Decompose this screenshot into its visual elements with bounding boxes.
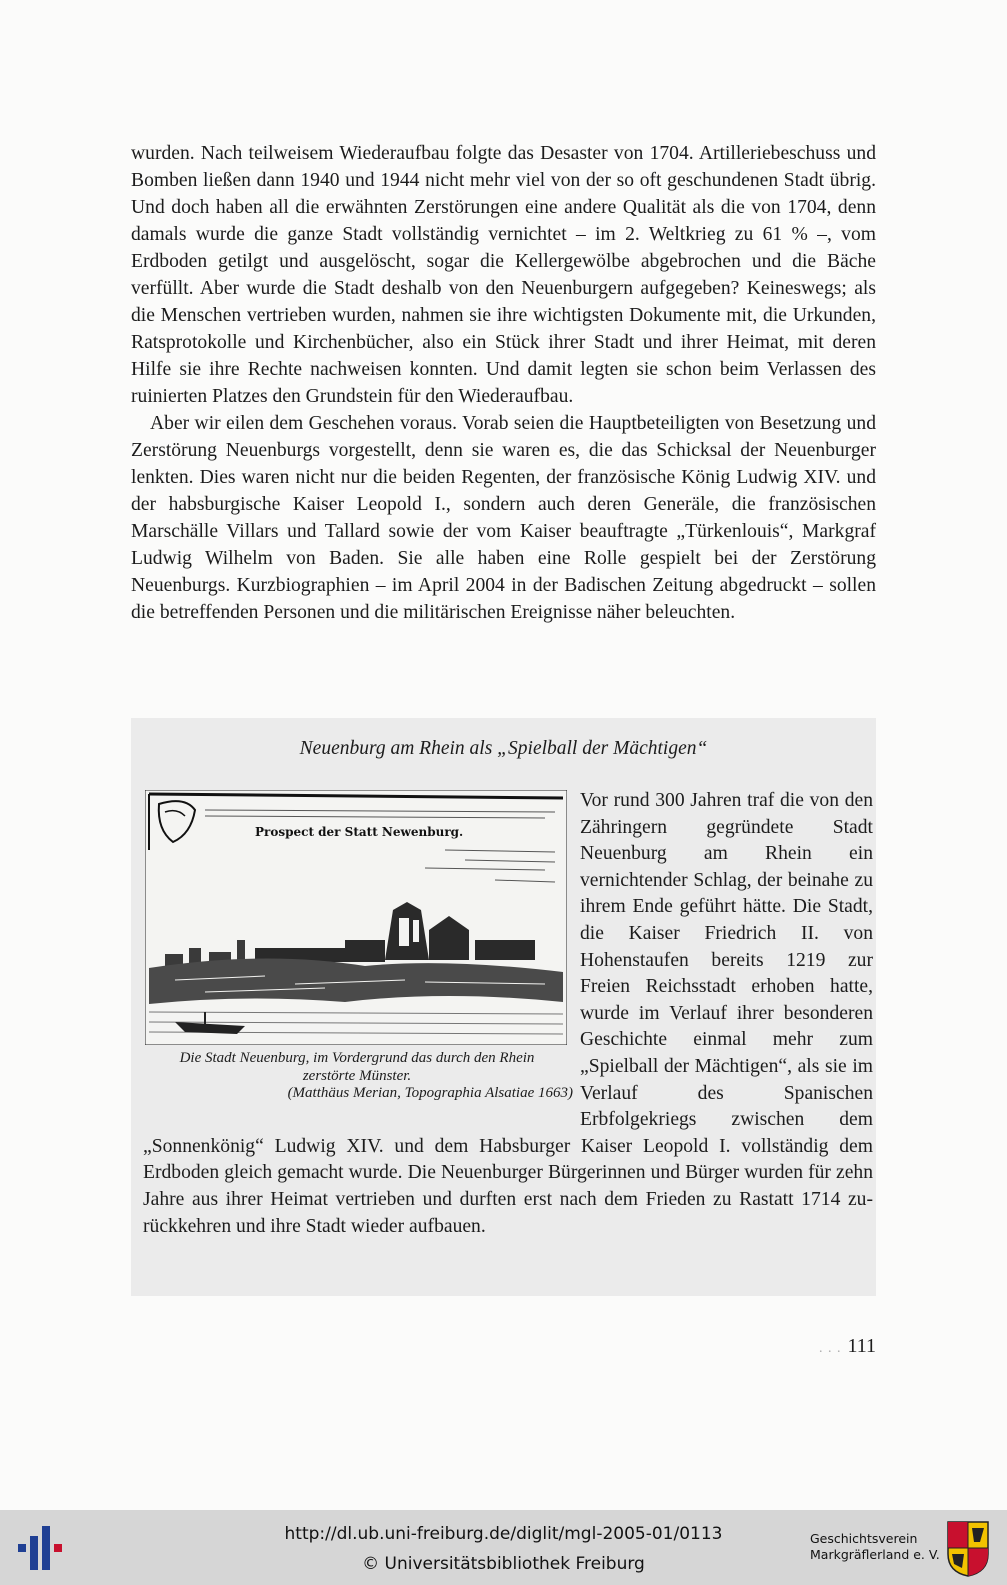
- paragraph-1: wurden. Nach teilweisem Wiederaufbau folgte das Desaster von 1704. Artilleriebeschuss und Bomben ließen dann 1940 und 1944 nicht mehr viel von der so oft geschundenen Stadt übrig. Und doch haben all die erwähnten Zerstörungen eine andere Qualität als die von 1704, denn damals wurde die ganze Stadt vollständig vernichtet – im 2. Weltkrieg zu 61 % –, vom Erdboden getilgt und ausgelöscht, sogar die Kellergewölbe abgebrochen und die Bäche verfüllt. Aber wurde die Stadt deshalb von den Neuenburgern aufgegeben? Keineswegs; als die Menschen vertrieben wurden, nahmen sie ihre wichtigsten Dokumente mit, die Urkunden, Ratsprotokolle und Kirchenbücher, also ein Stück ihrer Stadt und ihrer Heimat, mit deren Hilfe sie ihre Rechte nachweisen konnten. Und damit legten sie schon beim Verlassen des ruinierten Platzes den Grundstein für den Wiederaufbau.: [131, 143, 876, 407]
- info-box-text: Vor rund 300 Jahren traf die von den Zähringern gegründete Stadt Neuenburg am Rhein ein vernichtender Schlag, der beinahe zu ihrem Ende geführt hätte. Die Stadt, die Kaiser Friedrich II. von Hohenstaufen bereits 1219 zur Freien Reichsstadt erhoben hatte, wurde im Verlauf ihrer besonderen Geschichte einmal mehr zum „Spielball der Mächtigen“, als sie im Verlauf des Spanischen Erbfolgekriegs zwischen dem „Sonnenkönig“ Ludwig XIV. und dem Habsburger Kaiser Leopold I. vollständig dem Erdboden gleich gemacht wurde. Die Neuenburger Bürgerinnen und Bürger wurden für zehn Jahre aus ihrer Heimat vertrieben und durften erst nach dem Frieden zu Rastatt 1714 zurückkehren und ihre Stadt wieder aufbauen.: [143, 790, 873, 1237]
- footer-org-line-1: Geschichtsverein: [810, 1531, 918, 1546]
- caption-line-3: (Matthäus Merian, Topographia Alsatiae 1663): [287, 1085, 573, 1101]
- footer-organization: [810, 1531, 940, 1563]
- footer-bar: [0, 1510, 1007, 1585]
- footer-org-line-2: Markgräflerland e. V.: [810, 1547, 940, 1562]
- caption-line-1: Die Stadt Neuenburg, im Vordergrund das durch den Rhein: [179, 1050, 535, 1066]
- info-box-title: Neuenburg am Rhein als „Spielball der Mächtigen“: [299, 738, 708, 759]
- page-number-value: 111: [847, 1335, 876, 1357]
- coat-of-arms-icon: [946, 1520, 990, 1578]
- footer-copyright: © Universitätsbibliothek Freiburg: [362, 1554, 645, 1574]
- footer-url-link[interactable]: http://dl.ub.uni-freiburg.de/diglit/mgl-2005-01/0113: [284, 1524, 723, 1544]
- engraving-figure: [145, 790, 567, 1045]
- info-box: [131, 718, 876, 1296]
- page-number: [800, 1335, 876, 1358]
- figure-inscription: Prospect der Statt Newenburg.: [255, 825, 464, 839]
- caption-line-2: zerstörte Münster.: [302, 1067, 412, 1084]
- paragraph-2: Aber wir eilen dem Geschehen voraus. Vorab seien die Hauptbeteiligten von Besetzung und Zerstörung Neuenburgs vorgestellt, denn sie waren es, die das Schicksal der Neuenburger lenkten. Dies waren nicht nur die beiden Regenten, der französische König Ludwig XIV. und der habsburgische Kaiser Leopold I., sondern auch deren Generäle, die französischen Marschälle Villars und Tallard sowie der vom Kaiser beauftragte „Türkenlouis“, Markgraf Ludwig Wilhelm von Baden. Sie alle haben eine Rolle gespielt bei der Zerstörung Neuenburgs. Kurzbiographien – im April 2004 in der Badischen Zeitung abgedruckt – sollen die betreffenden Personen und die militärischen Ereignisse näher beleuchten.: [131, 413, 876, 623]
- figure-caption: [141, 1050, 573, 1103]
- page-number-dots: . . .: [818, 1341, 842, 1356]
- body-text: [131, 140, 876, 626]
